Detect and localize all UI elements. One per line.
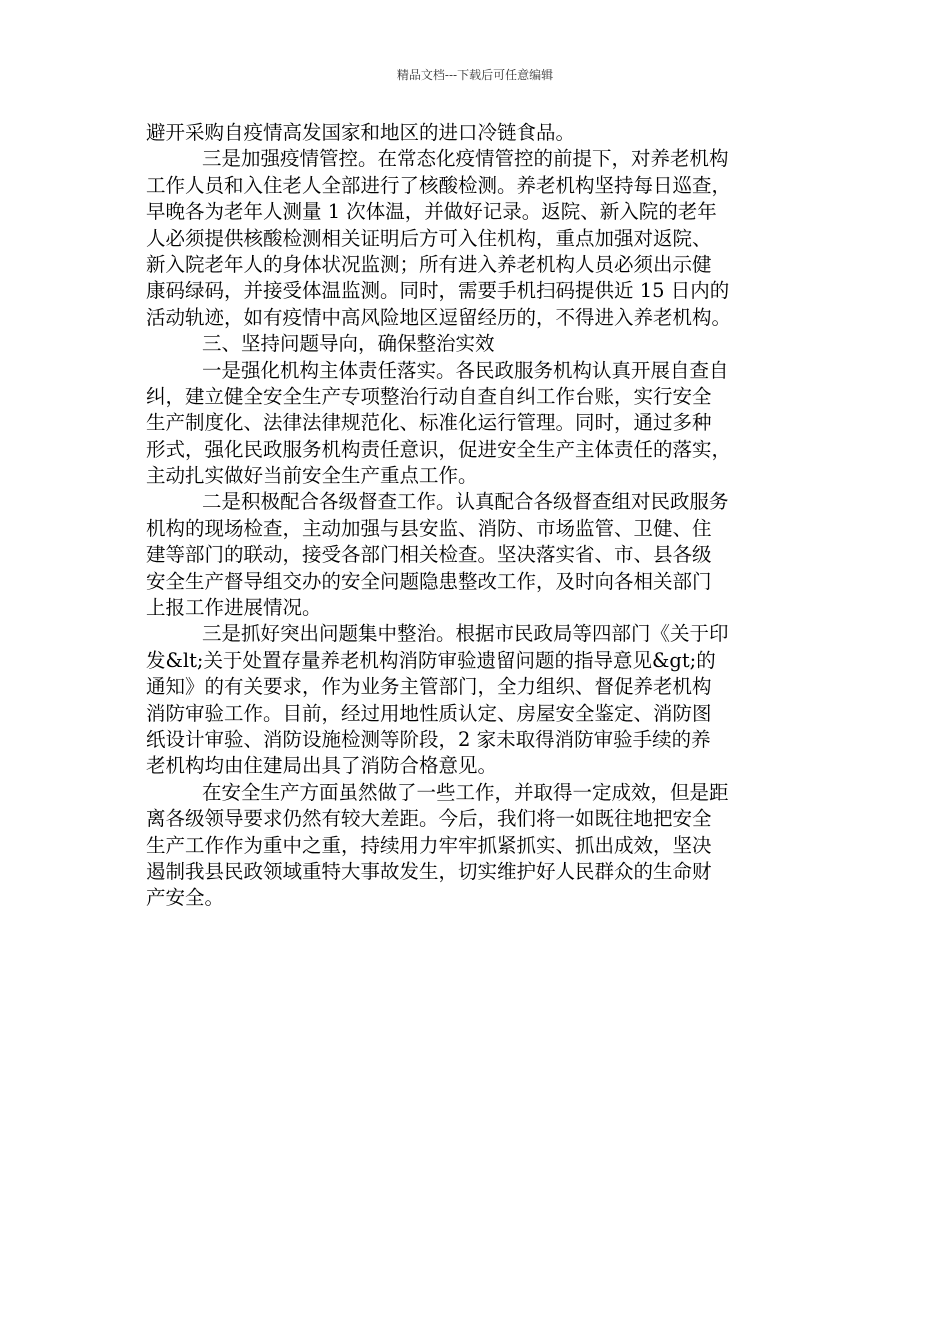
text-line: 上报工作进展情况。 bbox=[146, 596, 322, 620]
text-line: 消防审验工作。目前，经过用地性质认定、房屋安全鉴定、消防图 bbox=[146, 701, 712, 725]
text-line: 人必须提供核酸检测相关证明后方可入住机构，重点加强对返院、 bbox=[146, 226, 712, 250]
text-line: 遏制我县民政领域重特大事故发生，切实维护好人民群众的生命财 bbox=[146, 859, 712, 883]
text-line: 活动轨迹，如有疫情中高风险地区逗留经历的，不得进入养老机构。 bbox=[146, 305, 732, 329]
text-line: 三是加强疫情管控。在常态化疫情管控的前提下，对养老机构 bbox=[202, 147, 729, 171]
text-line: 三、坚持问题导向，确保整治实效 bbox=[202, 332, 495, 356]
document-body bbox=[146, 120, 808, 912]
text-line: 在安全生产方面虽然做了一些工作，并取得一定成效，但是距 bbox=[202, 780, 729, 804]
page-header-note: 精品文档---下载后可任意编辑 bbox=[396, 68, 554, 82]
text-line: 生产工作作为重中之重，持续用力牢牢抓紧抓实、抓出成效，坚决 bbox=[146, 833, 712, 857]
text-line: 纠，建立健全安全生产专项整治行动自查自纠工作台账，实行安全 bbox=[146, 384, 712, 408]
text-line: 三是抓好突出问题集中整治。根据市民政局等四部门《关于印 bbox=[202, 622, 729, 646]
text-line: 避开采购自疫情高发国家和地区的进口冷链食品。 bbox=[146, 121, 576, 144]
text-line: 早晚各为老年人测量 1 次体温，并做好记录。返院、新入院的老年 bbox=[146, 200, 717, 224]
text-line: 二是积极配合各级督查工作。认真配合各级督查组对民政服务 bbox=[202, 490, 729, 514]
text-line: 工作人员和入住老人全部进行了核酸检测。养老机构坚持每日巡查， bbox=[146, 173, 732, 197]
text-line: 建等部门的联动，接受各部门相关检查。坚决落实省、市、县各级 bbox=[146, 543, 712, 567]
text-line: 老机构均由住建局出具了消防合格意见。 bbox=[146, 754, 498, 778]
text-line: 离各级领导要求仍然有较大差距。今后，我们将一如既往地把安全 bbox=[146, 807, 712, 831]
text-line: 安全生产督导组交办的安全问题隐患整改工作，及时向各相关部门 bbox=[146, 569, 712, 593]
text-line: 主动扎实做好当前安全生产重点工作。 bbox=[146, 464, 478, 488]
text-line: 形式，强化民政服务机构责任意识，促进安全生产主体责任的落实， bbox=[146, 437, 732, 461]
text-line: 通知》的有关要求，作为业务主管部门，全力组织、督促养老机构 bbox=[146, 675, 712, 699]
text-line: 纸设计审验、消防设施检测等阶段，2 家未取得消防审验手续的养 bbox=[146, 727, 711, 751]
text-line: 发&lt;关于处置存量养老机构消防审验遗留问题的指导意见&gt;的 bbox=[146, 648, 716, 672]
text-line: 一是强化机构主体责任落实。各民政服务机构认真开展自查自 bbox=[202, 358, 729, 382]
text-line: 产安全。 bbox=[146, 886, 225, 910]
text-line: 新入院老年人的身体状况监测；所有进入养老机构人员必须出示健 bbox=[146, 252, 712, 276]
text-line: 机构的现场检查，主动加强与县安监、消防、市场监管、卫健、住 bbox=[146, 516, 712, 540]
text-line: 康码绿码，并接受体温监测。同时，需要手机扫码提供近 15 日内的 bbox=[146, 279, 730, 303]
text-line: 生产制度化、法律法律规范化、标准化运行管理。同时，通过多种 bbox=[146, 411, 712, 435]
